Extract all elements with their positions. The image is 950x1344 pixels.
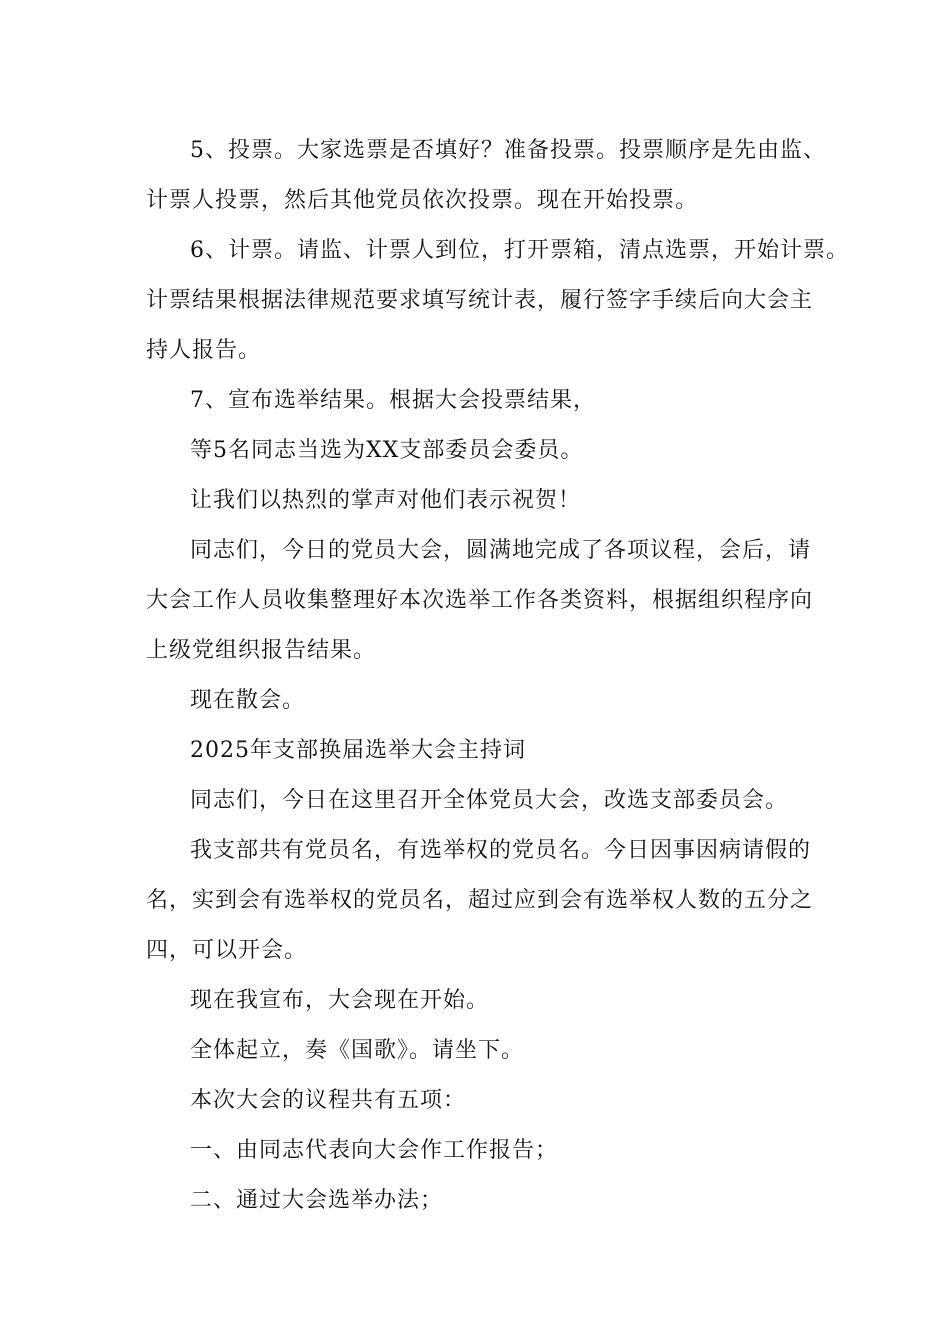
paragraph-line: 让我们以热烈的掌声对他们表示祝贺！: [190, 488, 582, 513]
section-title: 2025年支部换届选举大会主持词: [190, 738, 526, 763]
paragraph-line: 上级党组织报告结果。: [146, 638, 377, 663]
paragraph-line: 四，可以开会。: [146, 938, 308, 963]
agenda-item: 二、通过大会选举办法；: [190, 1188, 444, 1213]
paragraph-line: 同志们，今日的党员大会，圆满地完成了各项议程，会后，请: [190, 538, 812, 563]
paragraph-line: 现在散会。: [190, 688, 306, 713]
paragraph-line: 5、投票。大家选票是否填好？准备投票。投票顺序是先由监、: [190, 138, 826, 163]
paragraph-line: 7、宣布选举结果。根据大会投票结果，: [190, 388, 596, 413]
paragraph-line: 同志们，今日在这里召开全体党员大会，改选支部委员会。: [190, 788, 789, 813]
paragraph-line: 计票人投票，然后其他党员依次投票。现在开始投票。: [146, 188, 699, 213]
paragraph-line: 名，实到会有选举权的党员名，超过应到会有选举权人数的五分之: [146, 888, 814, 913]
agenda-item: 一、由同志代表向大会作工作报告；: [190, 1138, 559, 1163]
paragraph-line: 持人报告。: [146, 338, 262, 363]
paragraph-line: 本次大会的议程共有五项：: [190, 1088, 467, 1113]
paragraph-line: 计票结果根据法律规范要求填写统计表，履行签字手续后向大会主: [146, 288, 814, 313]
paragraph-line: 大会工作人员收集整理好本次选举工作各类资料，根据组织程序向: [146, 588, 814, 613]
paragraph-line: 我支部共有党员名，有选举权的党员名。今日因事因病请假的: [190, 838, 812, 863]
paragraph-line: 全体起立，奏《国歌》。请坐下。: [190, 1038, 525, 1063]
paragraph-line: 现在我宣布，大会现在开始。: [190, 988, 490, 1013]
paragraph-line: 6、计票。请监、计票人到位，打开票箱，清点选票，开始计票。: [190, 238, 849, 263]
paragraph-line: 等5名同志当选为XX支部委员会委员。: [190, 438, 584, 463]
